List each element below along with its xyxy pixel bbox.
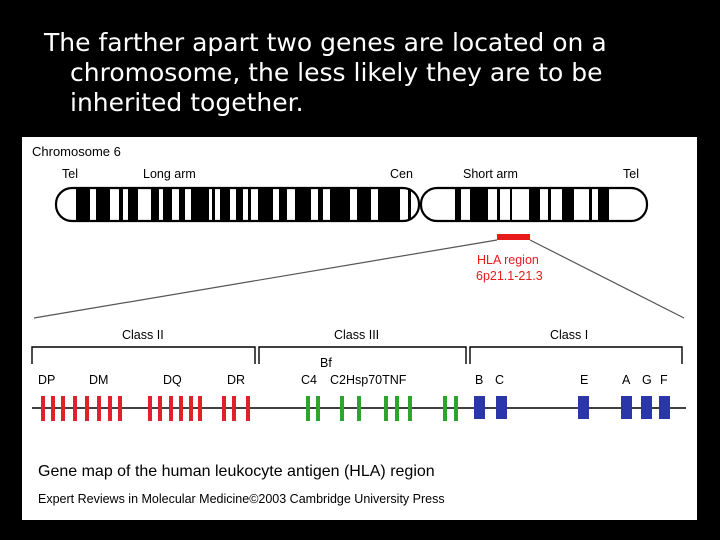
- class-ii-bracket: [32, 347, 255, 364]
- chromosome-title: Chromosome 6: [32, 144, 121, 159]
- gene-label-a: A: [622, 373, 631, 387]
- gene-label-dp: DP: [38, 373, 56, 387]
- class-iii-bracket: [259, 347, 466, 364]
- gene-label-c: C: [495, 373, 505, 387]
- hla-gene-map-figure: [22, 137, 697, 520]
- class-iii-label: Class III: [334, 328, 380, 342]
- gene-label-dr: DR: [227, 373, 246, 387]
- gene-label-dq: DQ: [163, 373, 182, 387]
- tel-left-label: Tel: [62, 167, 78, 181]
- gene-label-f: F: [660, 373, 668, 387]
- zoom-line-left: [34, 240, 497, 318]
- zoom-line-right: [530, 240, 684, 318]
- chromosome-bands: [76, 189, 609, 220]
- short-arm-label: Short arm: [463, 167, 518, 181]
- slide-heading: The farther apart two genes are located on a chromosome, the less likely they are to be inherited together.: [44, 28, 607, 117]
- figure-caption: Gene map of the human leukocyte antigen (HLA) region: [38, 463, 435, 480]
- gene-label-bf: Bf: [320, 356, 332, 370]
- centromere-label: Cen: [390, 167, 413, 181]
- gene-label-e: E: [580, 373, 589, 387]
- hla-region-marker: [497, 234, 530, 240]
- gene-label-dm: DM: [89, 373, 109, 387]
- gene-label-c4: C4: [301, 373, 317, 387]
- tel-right-label: Tel: [623, 167, 639, 181]
- hla-map-svg: [22, 137, 697, 520]
- figure-credit: Expert Reviews in Molecular Medicine©2003 Cambridge University Press: [38, 492, 445, 506]
- class-i-bracket: [470, 347, 682, 364]
- gene-label-g: G: [642, 373, 652, 387]
- hla-region-label: HLA region: [477, 253, 539, 267]
- hla-region-band-label: 6p21.1-21.3: [476, 269, 543, 283]
- gene-label-c2hsp70tnf: C2Hsp70TNF: [330, 373, 407, 387]
- class-ii-label: Class II: [122, 328, 164, 342]
- long-arm-label: Long arm: [143, 167, 196, 181]
- gene-label-b: B: [475, 373, 484, 387]
- class-i-label: Class I: [550, 328, 589, 342]
